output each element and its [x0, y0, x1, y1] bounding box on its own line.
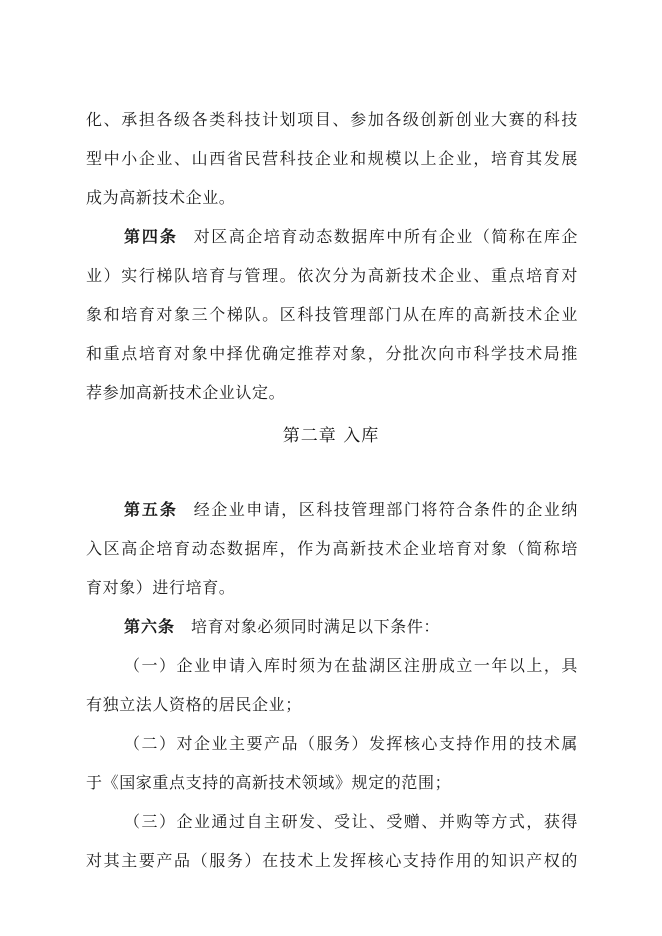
article5-line-1 [124, 498, 578, 522]
article6-heading: 第六条 [124, 617, 176, 636]
article4-first-line: 对区高企培育动态数据库中所有企业（简称在库企 [193, 227, 578, 246]
article4-line-3: 象和培育对象三个梯队。区科技管理部门从在库的高新技术企业 [86, 305, 578, 324]
article5-line-3: 育对象）进行培育。 [86, 578, 236, 597]
article5-heading: 第五条 [124, 500, 178, 519]
para1-line-2: 型中小企业、山西省民营科技企业和规模以上企业，培育其发展 [86, 149, 578, 168]
item3-line-1: （三）企业通过自主研发、受让、受赠、并购等方式，获得 [124, 812, 578, 831]
item2-line-2: 于《国家重点支持的高新技术领域》规定的范围； [86, 773, 452, 792]
article4-line-1 [124, 225, 578, 249]
article4-line-2: 业）实行梯队培育与管理。依次分为高新技术企业、重点培育对 [86, 266, 578, 285]
article4-line-5: 荐参加高新技术企业认定。 [86, 383, 286, 402]
article6-line-1 [124, 615, 578, 639]
para1-line-1: 化、承担各级各类科技计划项目、参加各级创新创业大赛的科技 [86, 110, 578, 129]
article5-line-2: 入区高企培育动态数据库，作为高新技术企业培育对象（简称培 [86, 539, 578, 558]
article4-heading: 第四条 [124, 227, 178, 246]
article4-line-4: 和重点培育对象中择优确定推荐对象，分批次向市科学技术局推 [86, 344, 578, 363]
item3-line-2: 对其主要产品（服务）在技术上发挥核心支持作用的知识产权的 [86, 851, 578, 870]
item1-line-2: 有独立法人资格的居民企业； [86, 695, 302, 714]
article6-first-line: 培育对象必须同时满足以下条件： [191, 617, 441, 636]
para1-line-3: 成为高新技术企业。 [86, 188, 236, 207]
chapter-title: 第二章 入库 [282, 426, 380, 446]
item2-line-1: （二）对企业主要产品（服务）发挥核心支持作用的技术属 [124, 734, 578, 753]
article5-first-line: 经企业申请，区科技管理部门将符合条件的企业纳 [193, 500, 578, 519]
item1-line-1: （一）企业申请入库时须为在盐湖区注册成立一年以上，具 [124, 656, 578, 675]
